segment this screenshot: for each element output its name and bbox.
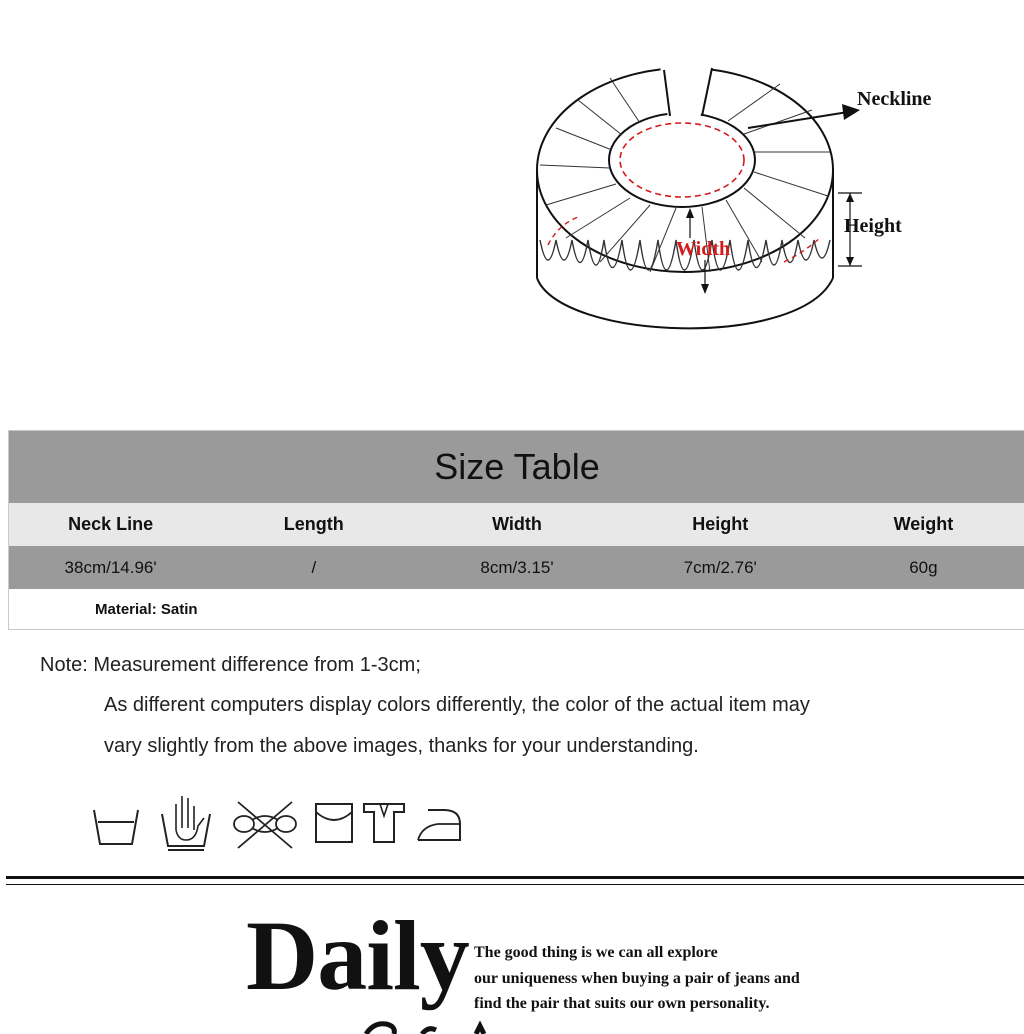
iron-icon: [414, 790, 466, 848]
header-neck-line: Neck Line: [68, 514, 154, 534]
collar-diagram: [0, 0, 1024, 420]
divider-rule-thick: [6, 876, 1024, 879]
width-label: Width: [676, 238, 731, 260]
drip-dry-icon: [360, 790, 408, 848]
tumble-dry-icon: [312, 790, 356, 848]
height-label: Height: [844, 215, 902, 237]
brand-word: Daily: [246, 900, 469, 1011]
value-neck-line: 38cm/14.96': [64, 557, 157, 577]
brand-desc-3: find the pair that suits our own personality.: [474, 995, 770, 1012]
note-line-2: As different computers display colors differently, the color of the actual item may: [104, 694, 810, 716]
value-weight: 60g: [909, 557, 938, 577]
divider-rule-thin: [6, 884, 1024, 885]
product-diagram: [0, 0, 1024, 420]
header-height: Height: [692, 514, 749, 534]
value-length: /: [311, 557, 317, 577]
brand-cutoff-text: [356, 1014, 506, 1034]
header-width: Width: [492, 514, 542, 534]
material-row: Material: Satin: [9, 589, 1024, 629]
brand-desc-2: our uniqueness when buying a pair of jeans and: [474, 970, 800, 987]
note-line-1: Note: Measurement difference from 1-3cm;: [40, 654, 421, 676]
size-table-header-row: [9, 503, 1024, 546]
header-length: Length: [283, 514, 344, 534]
note-line-3: vary slightly from the above images, thanks for your understanding.: [104, 735, 699, 757]
value-width: 8cm/3.15': [480, 557, 554, 577]
value-height: 7cm/2.76': [683, 557, 757, 577]
brand-desc-1: The good thing is we can all explore: [474, 944, 718, 961]
size-table-title: Size Table: [9, 431, 1024, 503]
do-not-wring-icon: [230, 790, 300, 852]
neckline-label: Neckline: [857, 88, 932, 110]
wash-tub-icon: [90, 790, 142, 850]
size-table: [8, 430, 1024, 630]
header-weight: Weight: [893, 514, 954, 534]
hand-wash-icon: [158, 790, 214, 852]
size-table-value-row: [9, 546, 1024, 589]
